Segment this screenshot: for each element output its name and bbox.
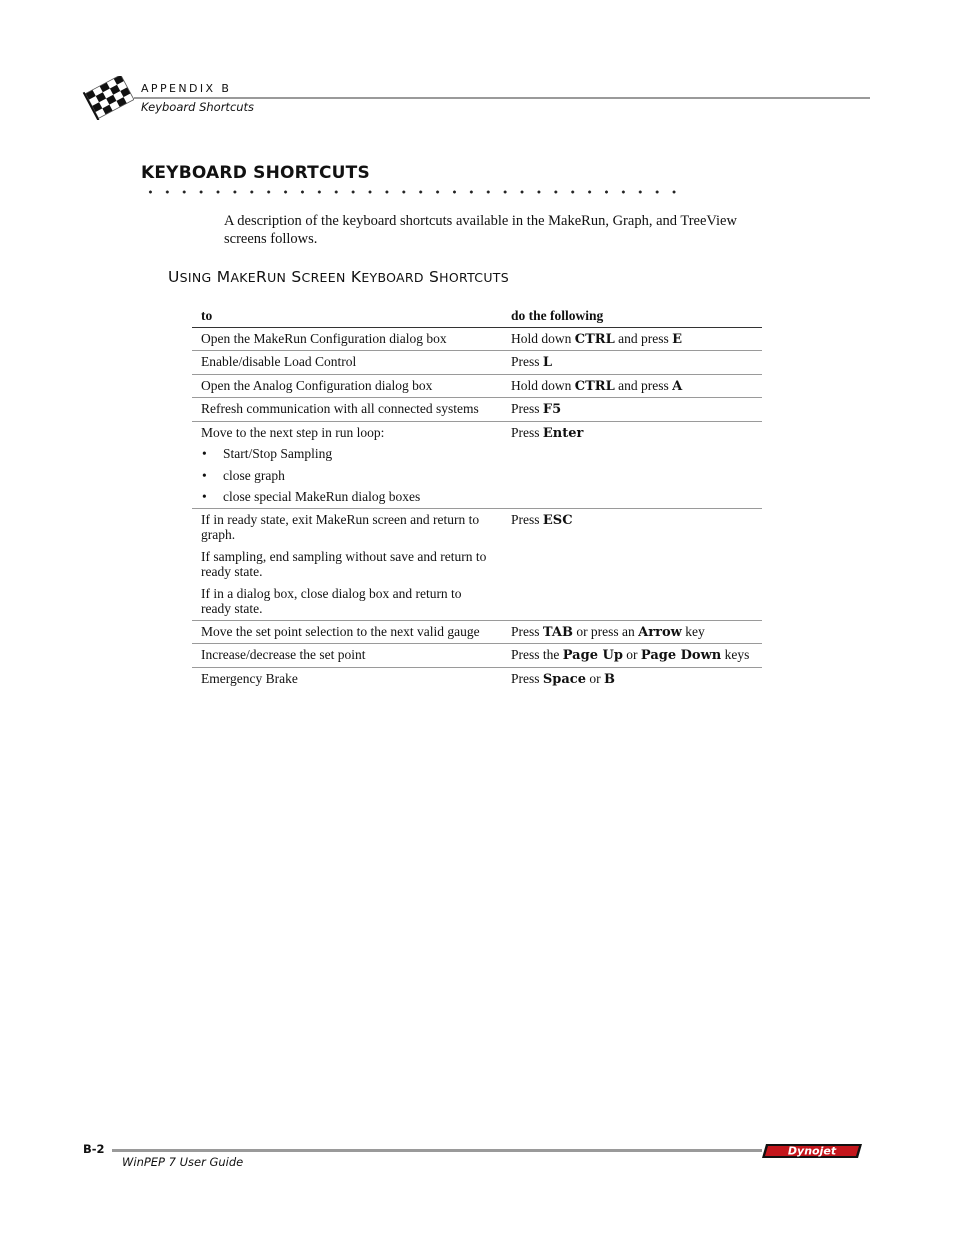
- keys-cell: Press Enter: [502, 421, 762, 508]
- section-title: KEYBOARD SHORTCUTS: [141, 163, 370, 183]
- action-cell: Emergency Brake: [201, 670, 298, 686]
- list-item: • Start/Stop Sampling: [201, 446, 493, 462]
- intro-paragraph: A description of the keyboard shortcuts available in the MakeRun, Graph, and TreeView screens follows.: [224, 213, 737, 247]
- key-label: CTRL: [574, 331, 615, 347]
- action-cell: [192, 508, 502, 620]
- key-label: Page Up: [562, 648, 623, 663]
- key-label: Enter: [542, 425, 584, 441]
- key-label: Arrow: [638, 624, 682, 640]
- action-cell: Refresh communication with all connected systems: [192, 398, 502, 422]
- list-item: • close special MakeRun dialog boxes: [201, 489, 493, 505]
- svg-text:Dynojet: Dynojet: [787, 1144, 837, 1158]
- key-label: E: [672, 331, 683, 347]
- shortcuts-table: [192, 306, 762, 690]
- key-label: Space: [542, 671, 586, 687]
- table-row: [192, 351, 762, 375]
- action-cell: [192, 421, 502, 508]
- key-label: F5: [542, 402, 562, 417]
- footer-rule: [112, 1149, 762, 1152]
- table-row: [192, 398, 762, 422]
- step-list: [201, 446, 493, 505]
- guide-title: WinPEP 7 User Guide: [122, 1155, 244, 1169]
- key-label: B: [603, 671, 615, 687]
- list-item: • close graph: [201, 468, 493, 484]
- table-row: [192, 508, 762, 620]
- column-header-do: do the following: [502, 306, 762, 327]
- table-header-row: [192, 306, 762, 327]
- table-row: [192, 644, 762, 668]
- action-cell: Enable/disable Load Control: [192, 351, 502, 375]
- action-cell: Move the set point selection to the next valid gauge: [192, 620, 502, 644]
- action-cell: Increase/decrease the set point: [192, 644, 502, 668]
- keys-cell: Press TAB or press an Arrow key: [502, 620, 762, 644]
- keys-cell: Press ESC: [502, 508, 762, 620]
- key-label: A: [672, 378, 683, 394]
- keys-cell: Press L: [502, 351, 762, 375]
- keys-cell: Press Space or B: [511, 670, 615, 687]
- table-row: [192, 421, 762, 508]
- keys-cell: Hold down CTRL and press E: [502, 327, 762, 351]
- table-row: [192, 667, 762, 690]
- key-label: Page Down: [640, 648, 722, 663]
- subsection-title: USING MAKERUN SCREEN KEYBOARD SHORTCUTS: [168, 268, 509, 286]
- table-row: [192, 327, 762, 351]
- dotted-divider: [142, 190, 687, 194]
- key-label: ESC: [542, 512, 573, 528]
- header-rule: [134, 97, 870, 99]
- page-number: B-2: [83, 1142, 105, 1156]
- keys-cell: Press the Page Up or Page Down keys: [502, 644, 762, 668]
- appendix-label: APPENDIX B: [141, 82, 232, 95]
- action-cell: Open the Analog Configuration dialog box: [192, 374, 502, 398]
- action-text: If sampling, end sampling without save and return to ready state.: [201, 548, 487, 579]
- key-label: CTRL: [574, 378, 615, 394]
- action-cell: Open the MakeRun Configuration dialog box: [192, 327, 502, 351]
- column-header-to: to: [192, 306, 502, 327]
- dynojet-logo: [762, 1140, 866, 1162]
- appendix-subtitle: Keyboard Shortcuts: [141, 100, 255, 114]
- action-text: Move to the next step in run loop:: [201, 424, 385, 440]
- keys-cell: Hold down CTRL and press A: [502, 374, 762, 398]
- key-label: TAB: [542, 624, 573, 640]
- action-text: If in a dialog box, close dialog box and return to ready state.: [201, 585, 462, 616]
- keys-cell: Press F5: [502, 398, 762, 422]
- table-row: [192, 374, 762, 398]
- checkered-flag-logo: [80, 76, 134, 120]
- action-text: If in ready state, exit MakeRun screen and return to graph.: [201, 511, 480, 542]
- key-label: L: [542, 355, 553, 370]
- table-row: [192, 620, 762, 644]
